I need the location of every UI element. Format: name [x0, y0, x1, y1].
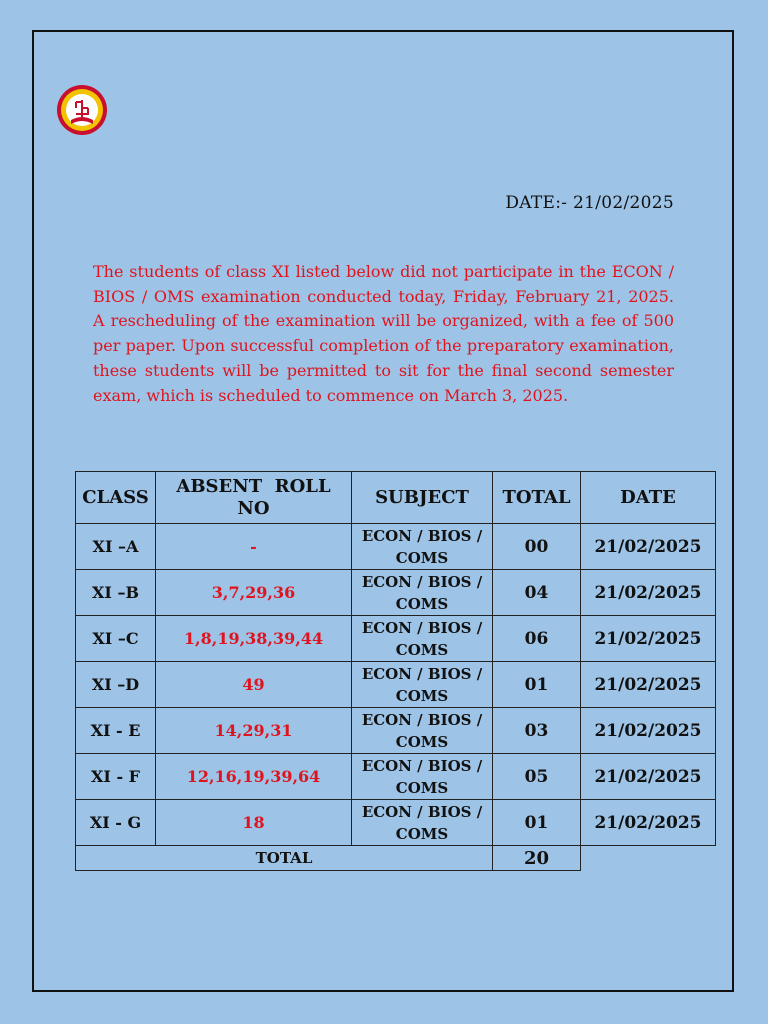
- school-crest-icon: [54, 84, 110, 136]
- table-row: [76, 570, 716, 616]
- cell-roll-no: 14,29,31: [156, 708, 352, 754]
- cell-subject: ECON / BIOS / COMS: [352, 570, 493, 616]
- cell-subject: ECON / BIOS / COMS: [352, 800, 493, 846]
- table-row: [76, 524, 716, 570]
- cell-total: 01: [493, 662, 581, 708]
- cell-total: 04: [493, 570, 581, 616]
- date-line: DATE:- 21/02/2025: [505, 193, 674, 213]
- cell-subject: ECON / BIOS / COMS: [352, 754, 493, 800]
- header-absent-roll-no-label: ABSENT ROLL NO: [176, 475, 337, 519]
- header-subject: SUBJECT: [352, 472, 493, 524]
- cell-date: 21/02/2025: [581, 662, 716, 708]
- table-row: [76, 662, 716, 708]
- cell-total: 06: [493, 616, 581, 662]
- header-class: CLASS: [76, 472, 156, 524]
- cell-class: XI –B: [76, 570, 156, 616]
- cell-date: 21/02/2025: [581, 570, 716, 616]
- cell-roll-no: 49: [156, 662, 352, 708]
- cell-subject: ECON / BIOS / COMS: [352, 662, 493, 708]
- total-label: TOTAL: [76, 846, 493, 871]
- cell-class: XI - G: [76, 800, 156, 846]
- cell-class: XI - F: [76, 754, 156, 800]
- cell-subject: ECON / BIOS / COMS: [352, 524, 493, 570]
- cell-class: XI - E: [76, 708, 156, 754]
- cell-roll-no: 18: [156, 800, 352, 846]
- cell-class: XI –D: [76, 662, 156, 708]
- cell-total: 00: [493, 524, 581, 570]
- table-header-row: [76, 472, 716, 524]
- cell-roll-no: 12,16,19,39,64: [156, 754, 352, 800]
- header-total: TOTAL: [493, 472, 581, 524]
- absent-students-table: [75, 471, 716, 871]
- total-row: [76, 846, 716, 871]
- cell-date: 21/02/2025: [581, 708, 716, 754]
- table-row: [76, 800, 716, 846]
- total-row-blank: [581, 846, 716, 871]
- cell-total: 03: [493, 708, 581, 754]
- cell-date: 21/02/2025: [581, 524, 716, 570]
- header-date: DATE: [581, 472, 716, 524]
- header-absent-roll-no: [156, 472, 352, 524]
- table-row: [76, 754, 716, 800]
- cell-subject: ECON / BIOS / COMS: [352, 616, 493, 662]
- cell-class: XI –C: [76, 616, 156, 662]
- cell-roll-no: 1,8,19,38,39,44: [156, 616, 352, 662]
- cell-date: 21/02/2025: [581, 754, 716, 800]
- cell-roll-no: 3,7,29,36: [156, 570, 352, 616]
- notice-paragraph: The students of class XI listed below did not participate in the ECON / BIOS / OMS examination conducted today, Friday, February 21, 2025. A rescheduling of the examination will be organized, with a fee of 500 per paper. Upon successful completion of the preparatory examination, these students will be permitted to sit for the final second semester exam, which is scheduled to commence on March 3, 2025.: [93, 262, 674, 405]
- table-row: [76, 708, 716, 754]
- cell-total: 05: [493, 754, 581, 800]
- table-row: [76, 616, 716, 662]
- grand-total: 20: [493, 846, 581, 871]
- cell-date: 21/02/2025: [581, 616, 716, 662]
- cell-class: XI –A: [76, 524, 156, 570]
- cell-date: 21/02/2025: [581, 800, 716, 846]
- cell-roll-no: -: [156, 524, 352, 570]
- cell-total: 01: [493, 800, 581, 846]
- cell-subject: ECON / BIOS / COMS: [352, 708, 493, 754]
